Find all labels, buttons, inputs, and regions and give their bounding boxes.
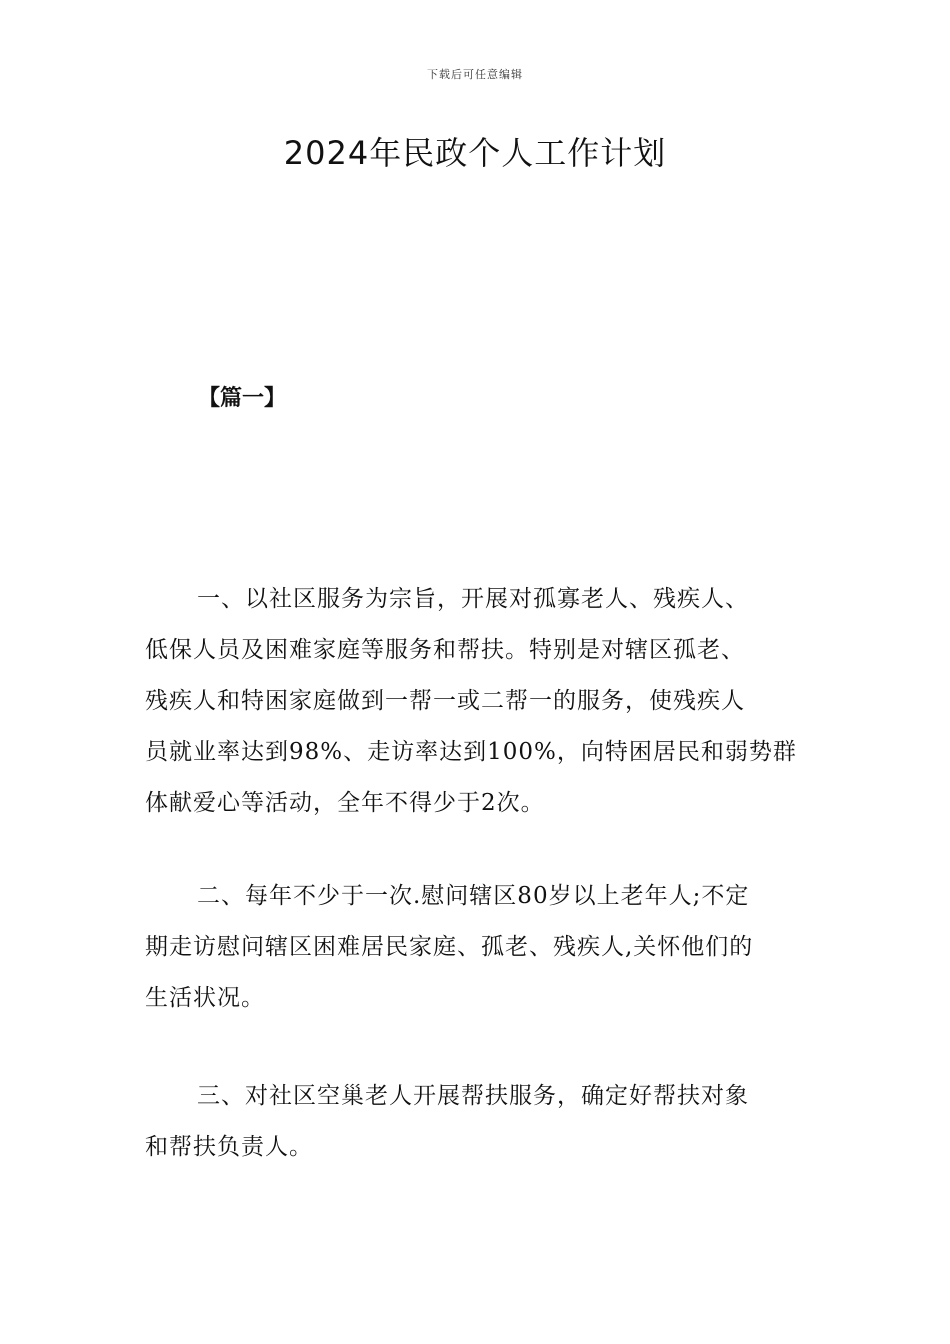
- document-title: 2024年民政个人工作计划: [283, 134, 667, 172]
- paragraph-line: 二、每年不少于一次.慰问辖区80岁以上老年人;不定: [197, 883, 750, 909]
- header-note: 下载后可任意编辑: [427, 68, 523, 81]
- paragraph-line: 残疾人和特困家庭做到一帮一或二帮一的服务，使残疾人: [145, 688, 745, 714]
- paragraph-2: [145, 871, 810, 1024]
- paragraph-line: 和帮扶负责人。: [145, 1134, 313, 1160]
- paragraph-line: 一、以社区服务为宗旨，开展对孤寡老人、残疾人、: [197, 586, 749, 612]
- paragraph-line: 三、对社区空巢老人开展帮扶服务，确定好帮扶对象: [197, 1083, 749, 1109]
- paragraph-1: [145, 574, 810, 829]
- section-label: 【篇一】: [198, 386, 287, 411]
- paragraph-line: 体献爱心等活动，全年不得少于2次。: [145, 790, 545, 816]
- paragraph-line: 低保人员及困难家庭等服务和帮扶。特别是对辖区孤老、: [145, 637, 745, 663]
- paragraph-line: 员就业率达到98%、走访率达到100%，向特困居民和弱势群: [145, 739, 797, 765]
- paragraph-line: 生活状况。: [145, 985, 265, 1011]
- paragraph-3: [145, 1071, 810, 1173]
- paragraph-line: 期走访慰问辖区困难居民家庭、孤老、残疾人,关怀他们的: [145, 934, 754, 960]
